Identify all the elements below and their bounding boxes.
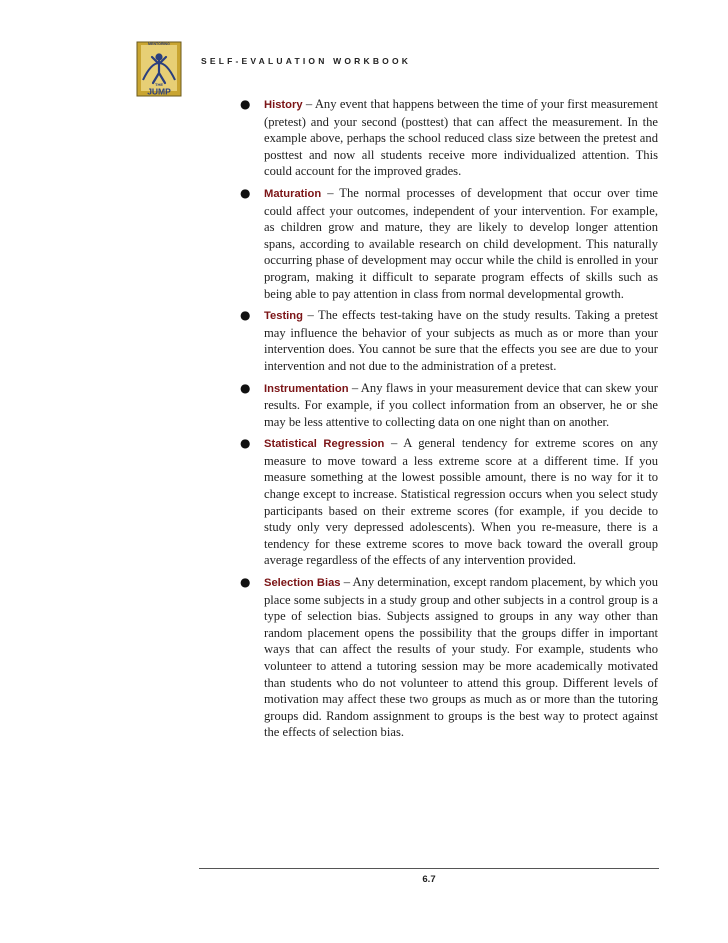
logo-bottom-text: JUMP [147, 86, 171, 97]
list-item-testing [240, 307, 658, 374]
logo-middle-text: THE [155, 82, 163, 87]
list-item-text [264, 435, 658, 569]
term-label: Instrumentation [264, 382, 349, 395]
term-description: – The effects test-taking have on the study results. Taking a pretest may influence the behavior of your subjects as much as or more than your intervention does. You cannot be sure that the effects you see are due to your intervention and not due to the administration of a pretest. [264, 308, 658, 373]
list-item-history [240, 96, 658, 180]
bullet-icon: ● [240, 308, 251, 323]
term-label: Maturation [264, 187, 322, 200]
list-item-statistical-regression [240, 435, 658, 569]
list-item-text [264, 574, 658, 741]
header-title: SELF-EVALUATION WORKBOOK [201, 56, 412, 66]
mentoring-logo [133, 40, 183, 98]
page-number: 6.7 [422, 874, 436, 885]
list-item-text [264, 380, 658, 431]
bullet-icon: ● [240, 97, 251, 111]
logo-top-text: MENTORING [148, 41, 170, 46]
bullet-icon: ● [240, 185, 251, 200]
footer-divider [199, 868, 659, 869]
bullet-icon: ● [240, 436, 251, 451]
bullet-icon: ● [240, 575, 251, 590]
term-description: – Any event that happens between the time of your first measurement (pretest) and your second (posttest) that can affect the measurement. In the example above, perhaps the school reduced class size between the pretest and posttest and now all students receive more individualized attention. This could account for the improved grades. [264, 97, 658, 179]
term-label: Statistical Regression [264, 438, 385, 451]
list-item-instrumentation [240, 380, 658, 431]
term-description: – Any flaws in your measurement device that can skew your results. For example, if you collect information from an observer, he or she may be less attentive to collecting data on one night than on another. [264, 380, 658, 429]
list-item-text [264, 185, 658, 302]
term-description: – The normal processes of development that occur over time could affect your outcomes, independent of your intervention. For example, as children grow and mature, they are likely to develop longer attention spans, according to available research on child development. This naturally occurring phase of development may occur while the child is enrolled in your program, making it difficult to separate program effects of skills such as being able to pay attention in class from normal developmental growth. [264, 185, 658, 301]
bullet-icon: ● [240, 380, 251, 395]
term-description: – Any determination, except random placement, by which you place some subjects in a study group and other subjects in a control group is a type of selection bias. Subjects assigned to groups in any way other than random placement opens the possibility that the groups differ in important ways that can affect the results of your study. For example, students who volunteer to attend a tutoring session may be more academically motivated than students who do not volunteer to attend this group. Different levels of motivation may affect these two groups as much as or more than the tutoring groups did. Random assignment to groups is the best way to protect against the effects of selection bias. [264, 575, 658, 740]
list-item-text [264, 307, 658, 374]
term-label: Testing [264, 310, 303, 323]
mentoring-logo-graphic [133, 40, 183, 98]
threat-list [240, 96, 658, 746]
list-item-selection-bias [240, 574, 658, 741]
term-label: History [264, 99, 303, 111]
term-label: Selection Bias [264, 577, 341, 590]
list-item-text [264, 96, 658, 180]
list-item-maturation [240, 185, 658, 302]
term-description: – A general tendency for extreme scores on any measure to move toward a less extreme score at a different time. If you measure something at the lowest possible amount, there is no way for it to change except to increase. Statistical regression occurs when you select study participants based on their extreme scores (for example, if you decide to study only very depressed adolescents). When you re-measure, there is a tendency for these extreme scores to move back toward the overall group average regardless of the effects of any intervention provided. [264, 436, 659, 568]
